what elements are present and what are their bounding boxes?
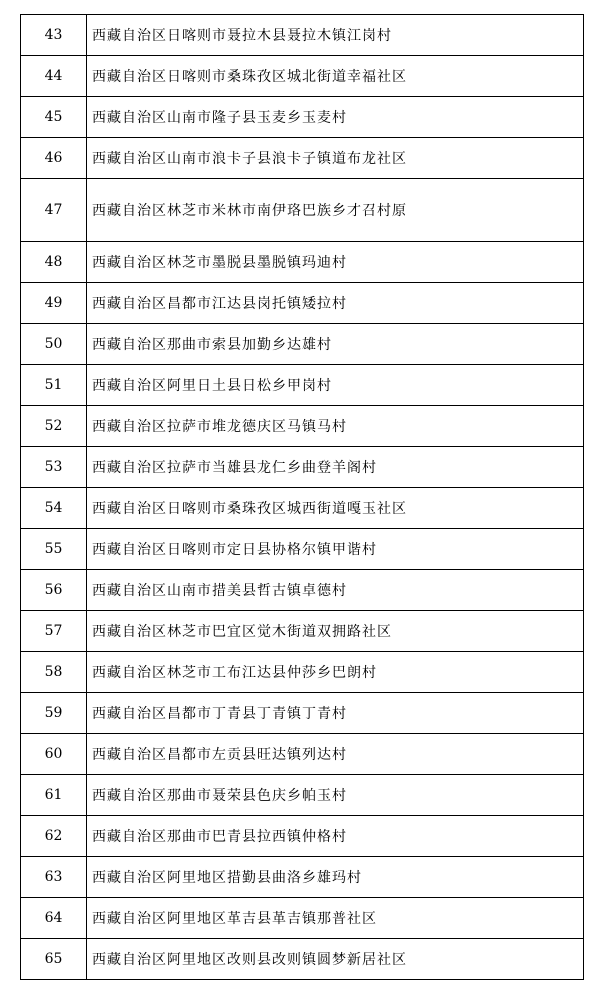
row-number: 59 (21, 693, 87, 734)
table-row (21, 652, 584, 693)
row-number: 53 (21, 447, 87, 488)
row-number: 51 (21, 365, 87, 406)
row-number: 61 (21, 775, 87, 816)
row-number: 49 (21, 283, 87, 324)
village-name: 西藏自治区山南市隆子县玉麦乡玉麦村 (87, 97, 584, 138)
village-name: 西藏自治区阿里地区革吉县革吉镇那普社区 (87, 898, 584, 939)
row-number: 52 (21, 406, 87, 447)
table-row (21, 97, 584, 138)
village-name: 西藏自治区昌都市丁青县丁青镇丁青村 (87, 693, 584, 734)
table-row (21, 324, 584, 365)
table-row (21, 447, 584, 488)
row-number: 44 (21, 56, 87, 97)
village-name: 西藏自治区那曲市索县加勤乡达雄村 (87, 324, 584, 365)
row-number: 50 (21, 324, 87, 365)
village-name: 西藏自治区山南市浪卡子县浪卡子镇道布龙社区 (87, 138, 584, 179)
row-number: 47 (21, 179, 87, 242)
table-row (21, 693, 584, 734)
row-number: 57 (21, 611, 87, 652)
village-name: 西藏自治区阿里日土县日松乡甲岗村 (87, 365, 584, 406)
table-row (21, 138, 584, 179)
row-number: 54 (21, 488, 87, 529)
table-row (21, 56, 584, 97)
village-name: 西藏自治区林芝市墨脱县墨脱镇玛迪村 (87, 242, 584, 283)
village-name: 西藏自治区日喀则市桑珠孜区城西街道嘎玉社区 (87, 488, 584, 529)
village-name: 西藏自治区昌都市左贡县旺达镇列达村 (87, 734, 584, 775)
village-name: 西藏自治区阿里地区改则县改则镇圆梦新居社区 (87, 939, 584, 980)
table-row (21, 898, 584, 939)
village-name: 西藏自治区林芝市工布江达县仲莎乡巴朗村 (87, 652, 584, 693)
table-row (21, 939, 584, 980)
row-number: 46 (21, 138, 87, 179)
table-row (21, 15, 584, 56)
table-row (21, 365, 584, 406)
table-row (21, 283, 584, 324)
table-row (21, 529, 584, 570)
row-number: 63 (21, 857, 87, 898)
village-name: 西藏自治区阿里地区措勤县曲洛乡雄玛村 (87, 857, 584, 898)
table-row (21, 488, 584, 529)
row-number: 43 (21, 15, 87, 56)
village-name: 西藏自治区日喀则市聂拉木县聂拉木镇江岗村 (87, 15, 584, 56)
row-number: 58 (21, 652, 87, 693)
table-row (21, 242, 584, 283)
village-name: 西藏自治区那曲市聂荣县色庆乡帕玉村 (87, 775, 584, 816)
table-row (21, 775, 584, 816)
table-row (21, 611, 584, 652)
table-row (21, 816, 584, 857)
row-number: 55 (21, 529, 87, 570)
row-number: 65 (21, 939, 87, 980)
table-body (21, 15, 584, 980)
village-name: 西藏自治区拉萨市当雄县龙仁乡曲登羊阁村 (87, 447, 584, 488)
table-row (21, 857, 584, 898)
village-name: 西藏自治区那曲市巴青县拉西镇仲格村 (87, 816, 584, 857)
row-number: 48 (21, 242, 87, 283)
village-name: 西藏自治区日喀则市桑珠孜区城北街道幸福社区 (87, 56, 584, 97)
row-number: 62 (21, 816, 87, 857)
village-list-table (20, 14, 584, 980)
table-row (21, 734, 584, 775)
village-name: 西藏自治区林芝市米林市南伊珞巴族乡才召村原 (87, 179, 584, 242)
row-number: 45 (21, 97, 87, 138)
table-row (21, 406, 584, 447)
village-name: 西藏自治区昌都市江达县岗托镇矮拉村 (87, 283, 584, 324)
row-number: 56 (21, 570, 87, 611)
row-number: 60 (21, 734, 87, 775)
table-row (21, 179, 584, 242)
table-row (21, 570, 584, 611)
village-name: 西藏自治区拉萨市堆龙德庆区马镇马村 (87, 406, 584, 447)
village-name: 西藏自治区日喀则市定日县协格尔镇甲谐村 (87, 529, 584, 570)
village-name: 西藏自治区林芝市巴宜区觉木街道双拥路社区 (87, 611, 584, 652)
village-name: 西藏自治区山南市措美县哲古镇卓德村 (87, 570, 584, 611)
row-number: 64 (21, 898, 87, 939)
